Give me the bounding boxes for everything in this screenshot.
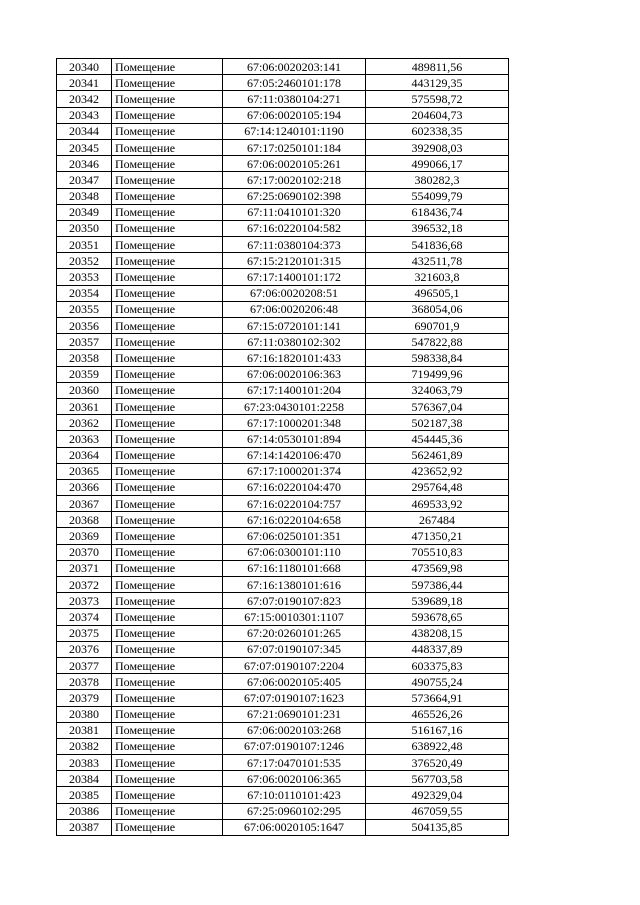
row-number-cell: 20371	[57, 560, 112, 576]
row-number-cell: 20381	[57, 722, 112, 738]
table-row	[57, 496, 509, 512]
cadastral-value-cell: 423652,92	[366, 463, 509, 479]
cadastral-number-cell: 67:07:0190107:1246	[223, 738, 366, 754]
table-row	[57, 301, 509, 317]
table-row	[57, 59, 509, 75]
object-type-cell: Помещение	[112, 285, 223, 301]
cadastral-number-cell: 67:21:0690101:231	[223, 706, 366, 722]
table-row	[57, 253, 509, 269]
row-number-cell: 20365	[57, 463, 112, 479]
table-row	[57, 463, 509, 479]
cadastral-number-cell: 67:06:0020208:51	[223, 285, 366, 301]
object-type-cell: Помещение	[112, 91, 223, 107]
cadastral-value-cell: 618436,74	[366, 204, 509, 220]
table-row	[57, 285, 509, 301]
row-number-cell: 20360	[57, 382, 112, 398]
cadastral-number-cell: 67:17:1000201:374	[223, 463, 366, 479]
table-row	[57, 366, 509, 382]
cadastral-number-cell: 67:15:0010301:1107	[223, 609, 366, 625]
cadastral-number-cell: 67:06:0020105:194	[223, 107, 366, 123]
table-row	[57, 269, 509, 285]
object-type-cell: Помещение	[112, 253, 223, 269]
row-number-cell: 20374	[57, 609, 112, 625]
cadastral-value-cell: 432511,78	[366, 253, 509, 269]
row-number-cell: 20363	[57, 431, 112, 447]
cadastral-number-cell: 67:11:0380104:373	[223, 237, 366, 253]
row-number-cell: 20361	[57, 398, 112, 414]
table-row	[57, 431, 509, 447]
cadastral-number-cell: 67:17:0250101:184	[223, 139, 366, 155]
row-number-cell: 20375	[57, 625, 112, 641]
object-type-cell: Помещение	[112, 496, 223, 512]
cadastral-number-cell: 67:14:1420106:470	[223, 447, 366, 463]
object-type-cell: Помещение	[112, 123, 223, 139]
cadastral-value-cell: 690701,9	[366, 318, 509, 334]
cadastral-number-cell: 67:14:1240101:1190	[223, 123, 366, 139]
object-type-cell: Помещение	[112, 819, 223, 835]
object-type-cell: Помещение	[112, 220, 223, 236]
row-number-cell: 20383	[57, 755, 112, 771]
table-row	[57, 91, 509, 107]
cadastral-number-cell: 67:07:0190107:823	[223, 593, 366, 609]
object-type-cell: Помещение	[112, 75, 223, 91]
table-row	[57, 690, 509, 706]
table-row	[57, 204, 509, 220]
row-number-cell: 20364	[57, 447, 112, 463]
cadastral-value-cell: 603375,83	[366, 657, 509, 673]
cadastral-value-cell: 448337,89	[366, 641, 509, 657]
row-number-cell: 20370	[57, 544, 112, 560]
object-type-cell: Помещение	[112, 398, 223, 414]
object-type-cell: Помещение	[112, 415, 223, 431]
object-type-cell: Помещение	[112, 722, 223, 738]
cadastral-number-cell: 67:16:1380101:616	[223, 577, 366, 593]
object-type-cell: Помещение	[112, 318, 223, 334]
table-row	[57, 755, 509, 771]
cadastral-number-cell: 67:16:0220104:470	[223, 479, 366, 495]
table-row	[57, 706, 509, 722]
cadastral-value-cell: 376520,49	[366, 755, 509, 771]
object-type-cell: Помещение	[112, 382, 223, 398]
object-type-cell: Помещение	[112, 139, 223, 155]
cadastral-value-cell: 598338,84	[366, 350, 509, 366]
table-row	[57, 220, 509, 236]
cadastral-value-cell: 490755,24	[366, 674, 509, 690]
object-type-cell: Помещение	[112, 301, 223, 317]
cadastral-number-cell: 67:16:1180101:668	[223, 560, 366, 576]
row-number-cell: 20345	[57, 139, 112, 155]
object-type-cell: Помещение	[112, 204, 223, 220]
cadastral-number-cell: 67:17:0020102:218	[223, 172, 366, 188]
cadastral-value-cell: 541836,68	[366, 237, 509, 253]
cadastral-number-cell: 67:20:0260101:265	[223, 625, 366, 641]
object-type-cell: Помещение	[112, 755, 223, 771]
cadastral-value-cell: 471350,21	[366, 528, 509, 544]
table-row	[57, 771, 509, 787]
table-row	[57, 738, 509, 754]
table-row	[57, 447, 509, 463]
table-row	[57, 139, 509, 155]
object-type-cell: Помещение	[112, 269, 223, 285]
table-row	[57, 107, 509, 123]
object-type-cell: Помещение	[112, 674, 223, 690]
table-row	[57, 172, 509, 188]
row-number-cell: 20385	[57, 787, 112, 803]
object-type-cell: Помещение	[112, 334, 223, 350]
table-row	[57, 188, 509, 204]
cadastral-number-cell: 67:07:0190107:2204	[223, 657, 366, 673]
table-body	[57, 59, 509, 836]
cadastral-value-cell: 295764,48	[366, 479, 509, 495]
object-type-cell: Помещение	[112, 625, 223, 641]
object-type-cell: Помещение	[112, 59, 223, 75]
cadastral-value-cell: 567703,58	[366, 771, 509, 787]
cadastral-number-cell: 67:10:0110101:423	[223, 787, 366, 803]
cadastral-value-cell: 321603,8	[366, 269, 509, 285]
cadastral-value-cell: 267484	[366, 512, 509, 528]
cadastral-value-cell: 504135,85	[366, 819, 509, 835]
cadastral-value-cell: 443129,35	[366, 75, 509, 91]
row-number-cell: 20348	[57, 188, 112, 204]
row-number-cell: 20373	[57, 593, 112, 609]
cadastral-value-cell: 324063,79	[366, 382, 509, 398]
cadastral-value-cell: 438208,15	[366, 625, 509, 641]
object-type-cell: Помещение	[112, 706, 223, 722]
cadastral-number-cell: 67:06:0020105:261	[223, 156, 366, 172]
table-row	[57, 318, 509, 334]
table-row	[57, 674, 509, 690]
row-number-cell: 20358	[57, 350, 112, 366]
object-type-cell: Помещение	[112, 188, 223, 204]
cadastral-value-cell: 554099,79	[366, 188, 509, 204]
object-type-cell: Помещение	[112, 609, 223, 625]
object-type-cell: Помещение	[112, 771, 223, 787]
object-type-cell: Помещение	[112, 738, 223, 754]
row-number-cell: 20354	[57, 285, 112, 301]
row-number-cell: 20343	[57, 107, 112, 123]
table-row	[57, 123, 509, 139]
table-row	[57, 156, 509, 172]
cadastral-value-cell: 499066,17	[366, 156, 509, 172]
table-row	[57, 609, 509, 625]
row-number-cell: 20344	[57, 123, 112, 139]
cadastral-number-cell: 67:06:0020206:48	[223, 301, 366, 317]
cadastral-number-cell: 67:05:2460101:178	[223, 75, 366, 91]
cadastral-value-cell: 492329,04	[366, 787, 509, 803]
cadastral-number-cell: 67:06:0250101:351	[223, 528, 366, 544]
table-row	[57, 577, 509, 593]
cadastral-number-cell: 67:23:0430101:2258	[223, 398, 366, 414]
cadastral-number-cell: 67:07:0190107:345	[223, 641, 366, 657]
cadastral-value-cell: 454445,36	[366, 431, 509, 447]
cadastral-value-cell: 547822,88	[366, 334, 509, 350]
object-type-cell: Помещение	[112, 787, 223, 803]
cadastral-number-cell: 67:06:0020105:405	[223, 674, 366, 690]
cadastral-number-cell: 67:06:0020105:1647	[223, 819, 366, 835]
object-type-cell: Помещение	[112, 107, 223, 123]
table-row	[57, 528, 509, 544]
cadastral-value-cell: 576367,04	[366, 398, 509, 414]
row-number-cell: 20376	[57, 641, 112, 657]
object-type-cell: Помещение	[112, 641, 223, 657]
table-row	[57, 512, 509, 528]
cadastral-value-table	[56, 58, 509, 836]
cadastral-number-cell: 67:11:0380102:302	[223, 334, 366, 350]
cadastral-value-cell: 467059,55	[366, 803, 509, 819]
cadastral-value-cell: 705510,83	[366, 544, 509, 560]
cadastral-value-cell: 368054,06	[366, 301, 509, 317]
cadastral-number-cell: 67:11:0380104:271	[223, 91, 366, 107]
cadastral-value-cell: 539689,18	[366, 593, 509, 609]
table-row	[57, 334, 509, 350]
row-number-cell: 20369	[57, 528, 112, 544]
row-number-cell: 20349	[57, 204, 112, 220]
row-number-cell: 20378	[57, 674, 112, 690]
row-number-cell: 20341	[57, 75, 112, 91]
cadastral-value-cell: 496505,1	[366, 285, 509, 301]
object-type-cell: Помещение	[112, 366, 223, 382]
row-number-cell: 20380	[57, 706, 112, 722]
row-number-cell: 20357	[57, 334, 112, 350]
cadastral-number-cell: 67:17:1000201:348	[223, 415, 366, 431]
row-number-cell: 20356	[57, 318, 112, 334]
cadastral-value-cell: 602338,35	[366, 123, 509, 139]
row-number-cell: 20372	[57, 577, 112, 593]
object-type-cell: Помещение	[112, 577, 223, 593]
object-type-cell: Помещение	[112, 593, 223, 609]
cadastral-value-cell: 396532,18	[366, 220, 509, 236]
table-row	[57, 787, 509, 803]
row-number-cell: 20355	[57, 301, 112, 317]
cadastral-number-cell: 67:06:0300101:110	[223, 544, 366, 560]
table-row	[57, 415, 509, 431]
cadastral-value-cell: 597386,44	[366, 577, 509, 593]
cadastral-number-cell: 67:14:0530101:894	[223, 431, 366, 447]
object-type-cell: Помещение	[112, 657, 223, 673]
table-row	[57, 350, 509, 366]
cadastral-number-cell: 67:17:1400101:204	[223, 382, 366, 398]
row-number-cell: 20379	[57, 690, 112, 706]
cadastral-value-cell: 380282,3	[366, 172, 509, 188]
object-type-cell: Помещение	[112, 463, 223, 479]
row-number-cell: 20384	[57, 771, 112, 787]
cadastral-number-cell: 67:06:0020103:268	[223, 722, 366, 738]
cadastral-value-cell: 719499,96	[366, 366, 509, 382]
table-row	[57, 641, 509, 657]
cadastral-number-cell: 67:16:1820101:433	[223, 350, 366, 366]
cadastral-value-cell: 204604,73	[366, 107, 509, 123]
row-number-cell: 20359	[57, 366, 112, 382]
table-row	[57, 237, 509, 253]
object-type-cell: Помещение	[112, 690, 223, 706]
cadastral-value-cell: 465526,26	[366, 706, 509, 722]
table-row	[57, 657, 509, 673]
object-type-cell: Помещение	[112, 803, 223, 819]
table-row	[57, 625, 509, 641]
object-type-cell: Помещение	[112, 479, 223, 495]
object-type-cell: Помещение	[112, 350, 223, 366]
cadastral-number-cell: 67:11:0410101:320	[223, 204, 366, 220]
object-type-cell: Помещение	[112, 528, 223, 544]
cadastral-number-cell: 67:16:0220104:582	[223, 220, 366, 236]
object-type-cell: Помещение	[112, 447, 223, 463]
table-row	[57, 382, 509, 398]
row-number-cell: 20353	[57, 269, 112, 285]
table-row	[57, 75, 509, 91]
cadastral-value-cell: 502187,38	[366, 415, 509, 431]
cadastral-number-cell: 67:06:0020106:363	[223, 366, 366, 382]
row-number-cell: 20366	[57, 479, 112, 495]
cadastral-value-cell: 516167,16	[366, 722, 509, 738]
row-number-cell: 20342	[57, 91, 112, 107]
object-type-cell: Помещение	[112, 544, 223, 560]
cadastral-number-cell: 67:25:0960102:295	[223, 803, 366, 819]
row-number-cell: 20387	[57, 819, 112, 835]
cadastral-number-cell: 67:06:0020106:365	[223, 771, 366, 787]
cadastral-number-cell: 67:06:0020203:141	[223, 59, 366, 75]
table-row	[57, 398, 509, 414]
object-type-cell: Помещение	[112, 156, 223, 172]
cadastral-value-cell: 575598,72	[366, 91, 509, 107]
cadastral-value-cell: 473569,98	[366, 560, 509, 576]
table-row	[57, 722, 509, 738]
cadastral-value-cell: 638922,48	[366, 738, 509, 754]
row-number-cell: 20368	[57, 512, 112, 528]
object-type-cell: Помещение	[112, 237, 223, 253]
row-number-cell: 20351	[57, 237, 112, 253]
row-number-cell: 20367	[57, 496, 112, 512]
cadastral-value-cell: 593678,65	[366, 609, 509, 625]
row-number-cell: 20362	[57, 415, 112, 431]
row-number-cell: 20352	[57, 253, 112, 269]
row-number-cell: 20377	[57, 657, 112, 673]
table-row	[57, 819, 509, 835]
cadastral-number-cell: 67:17:0470101:535	[223, 755, 366, 771]
row-number-cell: 20386	[57, 803, 112, 819]
row-number-cell: 20346	[57, 156, 112, 172]
object-type-cell: Помещение	[112, 512, 223, 528]
table-row	[57, 803, 509, 819]
row-number-cell: 20382	[57, 738, 112, 754]
table-row	[57, 560, 509, 576]
cadastral-number-cell: 67:16:0220104:658	[223, 512, 366, 528]
table-row	[57, 479, 509, 495]
table-row	[57, 593, 509, 609]
row-number-cell: 20347	[57, 172, 112, 188]
cadastral-value-cell: 562461,89	[366, 447, 509, 463]
cadastral-number-cell: 67:25:0690102:398	[223, 188, 366, 204]
cadastral-value-cell: 392908,03	[366, 139, 509, 155]
cadastral-value-cell: 469533,92	[366, 496, 509, 512]
table-row	[57, 544, 509, 560]
cadastral-value-cell: 489811,56	[366, 59, 509, 75]
cadastral-number-cell: 67:15:0720101:141	[223, 318, 366, 334]
object-type-cell: Помещение	[112, 431, 223, 447]
row-number-cell: 20350	[57, 220, 112, 236]
cadastral-number-cell: 67:16:0220104:757	[223, 496, 366, 512]
cadastral-number-cell: 67:07:0190107:1623	[223, 690, 366, 706]
row-number-cell: 20340	[57, 59, 112, 75]
cadastral-value-cell: 573664,91	[366, 690, 509, 706]
cadastral-number-cell: 67:17:1400101:172	[223, 269, 366, 285]
cadastral-number-cell: 67:15:2120101:315	[223, 253, 366, 269]
object-type-cell: Помещение	[112, 560, 223, 576]
object-type-cell: Помещение	[112, 172, 223, 188]
